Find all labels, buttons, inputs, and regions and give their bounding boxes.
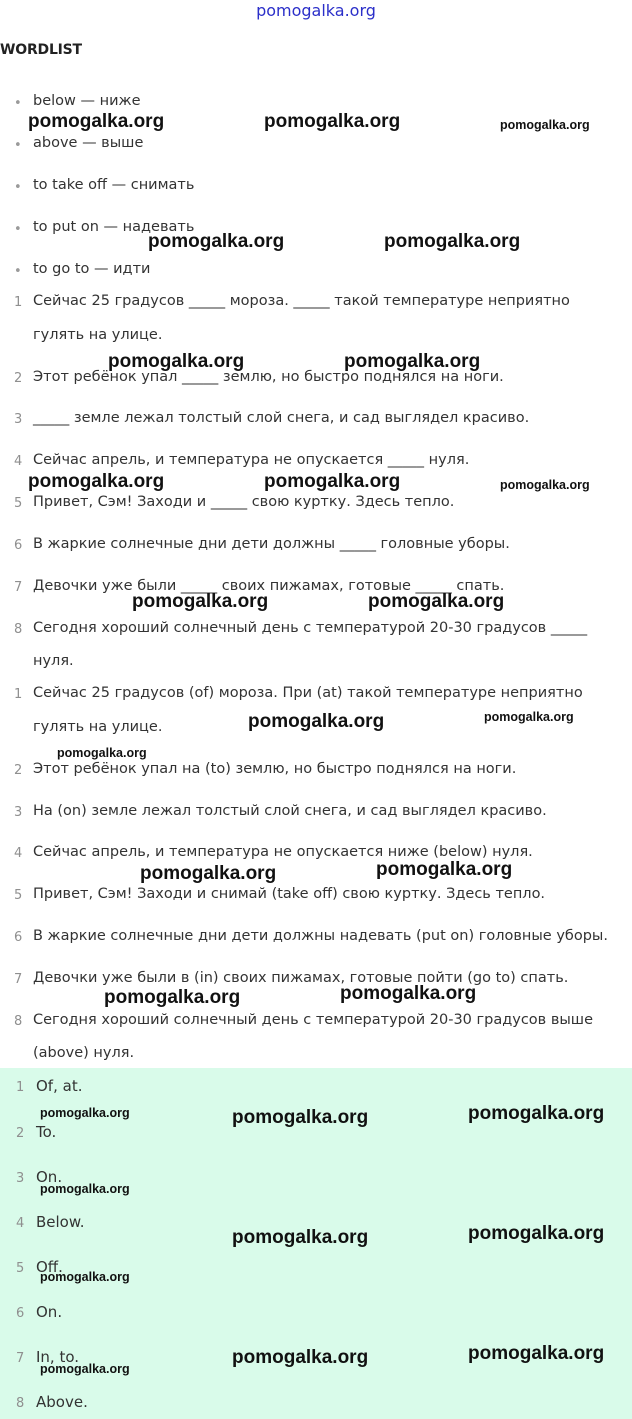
watermark: pomogalka.org — [40, 1362, 130, 1376]
exercise-text: Сейчас 25 градусов _____ мороза. _____ такой температуре неприятно — [33, 293, 570, 309]
translation-text: В жаркие солнечные дни дети должны надевать (put on) головные уборы. — [33, 928, 608, 944]
watermark: pomogalka.org — [264, 111, 401, 132]
wordlist-title: WORDLIST — [0, 42, 82, 58]
exercise-number: 5 — [14, 496, 23, 511]
watermark: pomogalka.org — [40, 1270, 130, 1284]
answer-text: To. — [36, 1123, 57, 1141]
answer-text: Below. — [36, 1213, 85, 1231]
watermark: pomogalka.org — [484, 710, 574, 724]
watermark: pomogalka.org — [28, 111, 165, 132]
answer-number: 2 — [16, 1126, 25, 1141]
answer-number: 8 — [16, 1396, 25, 1411]
exercise-number: 4 — [14, 454, 23, 469]
exercise-text-continued: нуля. — [33, 653, 74, 669]
translation-text: Сейчас 25 градусов (of) мороза. При (at) такой температуре неприятно — [33, 685, 583, 701]
exercise-text: Этот ребёнок упал _____ землю, но быстро поднялся на ноги. — [33, 369, 504, 385]
watermark: pomogalka.org — [148, 231, 285, 252]
watermark: pomogalka.org — [500, 478, 590, 492]
exercise-text: Сегодня хороший солнечный день с температурой 20-30 градусов _____ — [33, 620, 588, 636]
answer-text: In, to. — [36, 1348, 80, 1366]
translation-text: На (on) земле лежал толстый слой снега, и сад выглядел красиво. — [33, 803, 547, 819]
translation-text: Девочки уже были в (in) своих пижамах, готовые пойти (go to) спать. — [33, 970, 569, 986]
bullet-icon: • — [14, 264, 22, 279]
watermark: pomogalka.org — [376, 859, 513, 880]
watermark: pomogalka.org — [340, 983, 477, 1004]
translation-number: 2 — [14, 763, 23, 778]
watermark: pomogalka.org — [468, 1223, 605, 1244]
exercise-number: 6 — [14, 538, 23, 553]
answer-text: On. — [36, 1303, 63, 1321]
answer-number: 5 — [16, 1261, 25, 1276]
wordlist-item: above — выше — [33, 135, 144, 151]
exercise-text: В жаркие солнечные дни дети должны _____ головные уборы. — [33, 536, 510, 552]
exercise-text: Девочки уже были _____ своих пижамах, готовые _____ спать. — [33, 578, 505, 594]
watermark: pomogalka.org — [104, 987, 241, 1008]
exercise-number: 8 — [14, 622, 23, 637]
watermark: pomogalka.org — [132, 591, 269, 612]
watermark: pomogalka.org — [232, 1107, 369, 1128]
watermark: pomogalka.org — [140, 863, 277, 884]
watermark: pomogalka.org — [57, 746, 147, 760]
translation-number: 7 — [14, 972, 23, 987]
wordlist-item: to take off — снимать — [33, 177, 195, 193]
translation-text: Сегодня хороший солнечный день с температурой 20-30 градусов выше — [33, 1012, 593, 1028]
watermark: pomogalka.org — [40, 1106, 130, 1120]
exercise-text: _____ земле лежал толстый слой снега, и сад выглядел красиво. — [33, 410, 530, 426]
answer-number: 3 — [16, 1171, 25, 1186]
exercise-number: 3 — [14, 412, 23, 427]
answer-number: 7 — [16, 1351, 25, 1366]
watermark: pomogalka.org — [368, 591, 505, 612]
translation-number: 6 — [14, 930, 23, 945]
exercise-text: Привет, Сэм! Заходи и _____ свою куртку. Здесь тепло. — [33, 494, 455, 510]
exercise-number: 7 — [14, 580, 23, 595]
bullet-icon: • — [14, 222, 22, 237]
watermark: pomogalka.org — [384, 231, 521, 252]
answer-text: Of, at. — [36, 1077, 83, 1095]
watermark: pomogalka.org — [468, 1103, 605, 1124]
answer-text: Off. — [36, 1258, 63, 1276]
answer-number: 4 — [16, 1216, 25, 1231]
exercise-text: Сейчас апрель, и температура не опускается _____ нуля. — [33, 452, 470, 468]
watermark: pomogalka.org — [248, 711, 385, 732]
watermark: pomogalka.org — [344, 351, 481, 372]
translation-number: 3 — [14, 805, 23, 820]
watermark: pomogalka.org — [40, 1182, 130, 1196]
answer-text: On. — [36, 1168, 63, 1186]
exercise-text-continued: гулять на улице. — [33, 327, 163, 343]
translation-number: 8 — [14, 1014, 23, 1029]
watermark: pomogalka.org — [232, 1347, 369, 1368]
bullet-icon: • — [14, 180, 22, 195]
translation-text-continued: гулять на улице. — [33, 719, 163, 735]
wordlist-item: below — ниже — [33, 93, 141, 109]
watermark: pomogalka.org — [500, 118, 590, 132]
site-header-link[interactable]: pomogalka.org — [256, 1, 376, 20]
watermark: pomogalka.org — [264, 471, 401, 492]
answer-number: 1 — [16, 1080, 25, 1095]
watermark: pomogalka.org — [232, 1227, 369, 1248]
translation-text: Сейчас апрель, и температура не опускается ниже (below) нуля. — [33, 844, 533, 860]
answer-text: Above. — [36, 1393, 88, 1411]
translation-text-continued: (above) нуля. — [33, 1045, 135, 1061]
wordlist-item: to go to — идти — [33, 261, 151, 277]
answer-number: 6 — [16, 1306, 25, 1321]
translation-text: Привет, Сэм! Заходи и снимай (take off) свою куртку. Здесь тепло. — [33, 886, 546, 902]
bullet-icon: • — [14, 96, 22, 111]
watermark: pomogalka.org — [468, 1343, 605, 1364]
translation-text: Этот ребёнок упал на (to) землю, но быстро поднялся на ноги. — [33, 761, 517, 777]
bullet-icon: • — [14, 138, 22, 153]
exercise-number: 1 — [14, 295, 23, 310]
translation-number: 1 — [14, 687, 23, 702]
wordlist-item: to put on — надевать — [33, 219, 195, 235]
translation-number: 4 — [14, 846, 23, 861]
exercise-number: 2 — [14, 371, 23, 386]
watermark: pomogalka.org — [108, 351, 245, 372]
translation-number: 5 — [14, 888, 23, 903]
watermark: pomogalka.org — [28, 471, 165, 492]
